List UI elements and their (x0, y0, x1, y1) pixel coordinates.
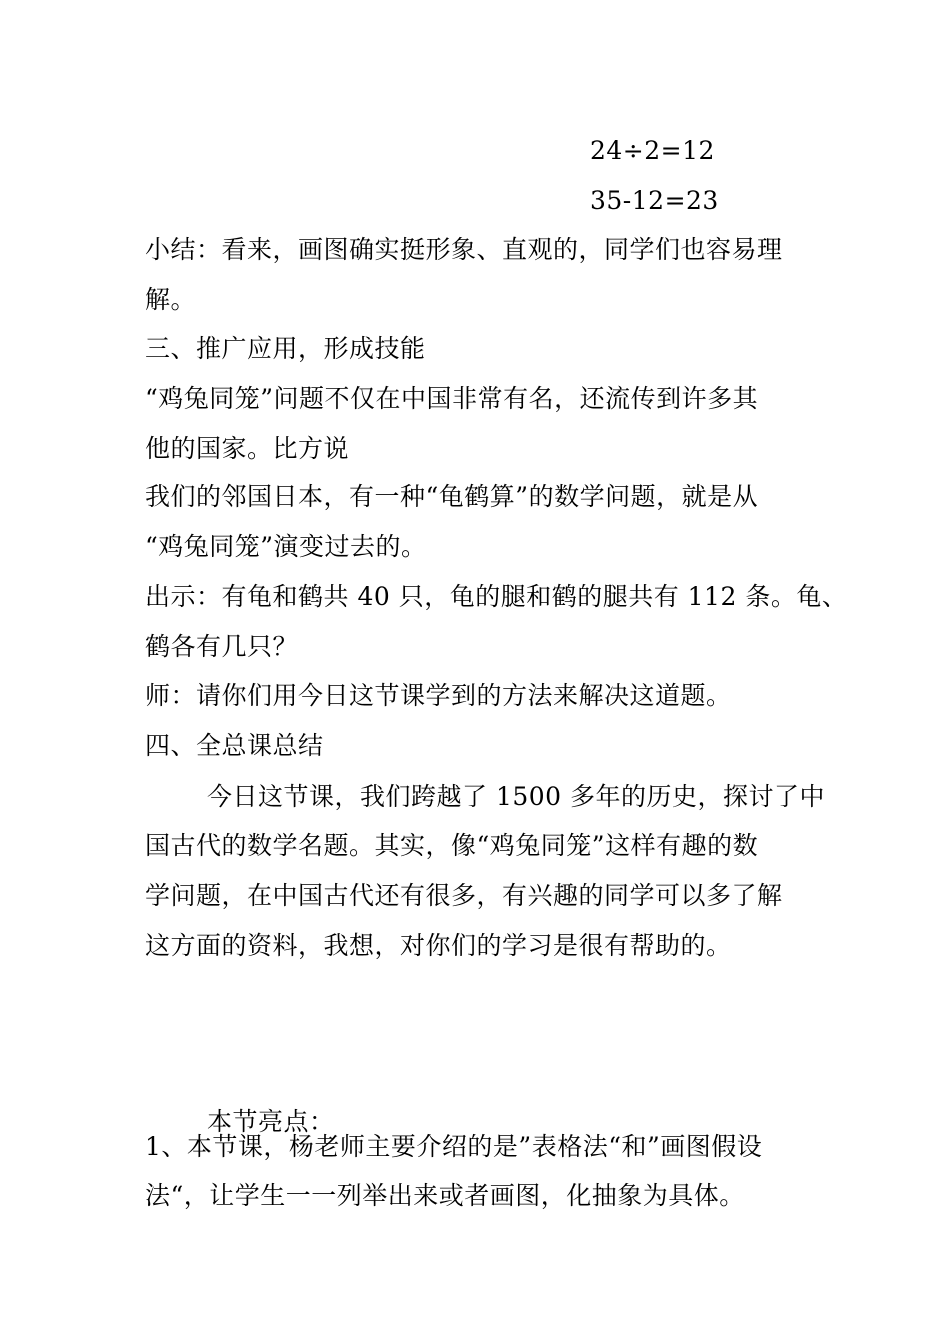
paragraph-line: 今日这节课，我们跨越了 1500 多年的历史，探讨了中 (207, 782, 826, 811)
paragraph-line: 我们的邻国日本，有一种“龟鹤算”的数学问题，就是从 (145, 482, 759, 511)
summary-text: 解。 (145, 285, 197, 314)
highlights-heading: 本节亮点： (207, 1107, 335, 1136)
paragraph-line: 这方面的资料，我想，对你们的学习是很有帮助的。 (145, 931, 732, 960)
section-heading: 三、推广应用，形成技能 (145, 334, 426, 363)
calculation-line: 24÷2=12 (590, 136, 715, 165)
paragraph-line: 国古代的数学名题。其实，像“鸡兔同笼”这样有趣的数 (145, 831, 759, 860)
teacher-instruction: 师：请你们用今日这节课学到的方法来解决这道题。 (145, 681, 732, 710)
problem-text: 鹤各有几只？ (145, 632, 299, 661)
problem-text: 出示：有龟和鹤共 40 只，龟的腿和鹤的腿共有 112 条。龟、 (145, 582, 848, 611)
paragraph-line: “鸡兔同笼”演变过去的。 (145, 532, 427, 561)
highlight-item: 1、本节课，杨老师主要介绍的是”表格法“和”画图假设 (145, 1132, 763, 1161)
summary-text: 小结：看来，画图确实挺形象、直观的，同学们也容易理 (145, 235, 783, 264)
calculation-line: 35-12=23 (590, 186, 719, 215)
highlight-item: 法“，让学生一一列举出来或者画图，化抽象为具体。 (145, 1181, 745, 1210)
paragraph-line: 学问题，在中国古代还有很多，有兴趣的同学可以多了解 (145, 881, 783, 910)
section-heading: 四、全总课总结 (145, 731, 324, 760)
paragraph-line: 他的国家。比方说 (145, 434, 350, 463)
paragraph-line: “鸡兔同笼”问题不仅在中国非常有名，还流传到许多其 (145, 384, 759, 413)
